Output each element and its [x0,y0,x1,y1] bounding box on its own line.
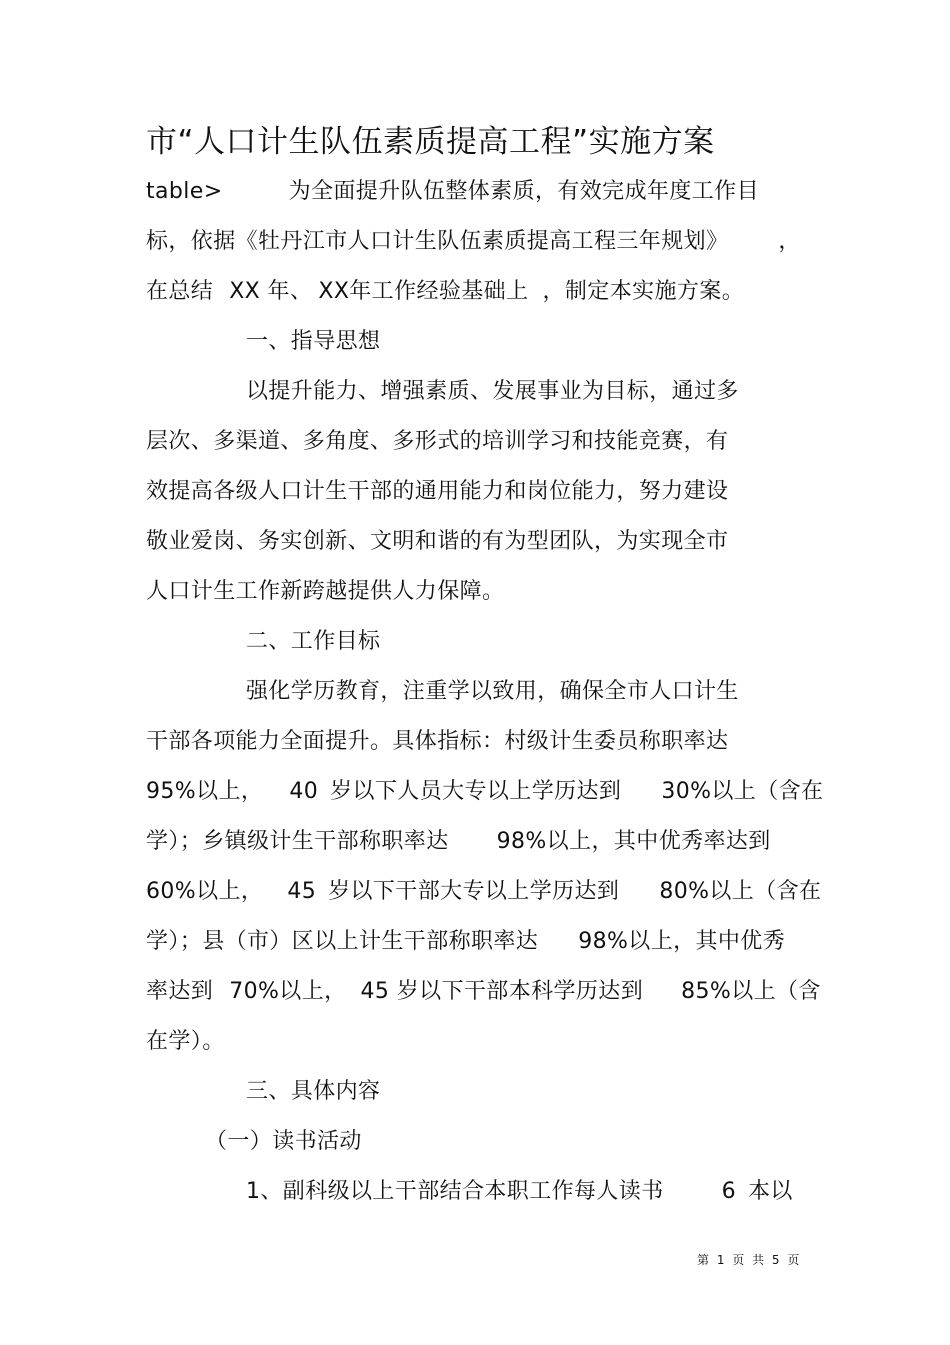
intro-table-tag: table> [146,179,223,204]
section-1-line: 层次、多渠道、多角度、多形式的培训学习和技能竞赛，有 [146,429,729,454]
text-run: 岁以下人员大专以上学历达到 [330,779,622,804]
text-run: 98%以上，其中优秀 [578,929,786,954]
text-run: 6 [721,1179,737,1204]
section-1-line: 敬业爱岗、务实创新、文明和谐的有为型团队，为实现全市 [146,529,729,554]
intro-text: 在总结 [146,279,214,304]
list-item [246,1176,793,1208]
section-2-line [146,776,823,808]
text-run: 95%以上， [146,779,264,804]
section-2-line [146,826,771,858]
text-run: 岁以下干部大专以上学历达到 [328,879,620,904]
text-run: 学）；县（市）区以上计生干部称职率达 [146,929,539,954]
text-run: 98%以上，其中优秀率达到 [496,829,771,854]
intro-comma: ， [778,229,801,254]
text-run: 本以 [748,1179,793,1204]
intro-text: ，制定本实施方案。 [542,279,745,304]
section-2-line: 在学）。 [146,1029,225,1054]
text-run: 85%以上（含 [681,979,821,1004]
intro-text: XX 年、 [229,279,313,304]
text-run: 率达到 [146,979,214,1004]
section-2-line: 干部各项能力全面提升。具体指标：村级计生委员称职率达 [146,729,729,754]
section-2-line [146,926,785,958]
text-run: 45 [287,879,317,904]
subsection-heading: （一）读书活动 [205,1129,362,1154]
section-2-line: 强化学历教育，注重学以致用，确保全市人口计生 [246,679,739,704]
intro-text: XX年工作经验基础上 [318,279,529,304]
section-3-heading: 三、具体内容 [246,1079,381,1104]
section-1-line: 以提升能力、增强素质、发展事业为目标，通过多 [246,379,739,404]
text-run: 40 [289,779,319,804]
section-2-line [146,976,821,1008]
intro-line-2 [146,226,801,258]
intro-line-3 [146,276,744,308]
section-2-heading: 二、工作目标 [246,629,381,654]
text-run: 70%以上， [229,979,347,1004]
section-1-line: 效提高各级人口计生干部的通用能力和岗位能力，努力建设 [146,479,729,504]
text-run: 80%以上（含在 [659,879,822,904]
intro-text: 为全面提升队伍整体素质，有效完成年度工作目 [288,179,759,204]
text-run: 60%以上， [146,879,264,904]
section-2-line [146,876,821,908]
text-run: 45 岁以下干部本科学历达到 [360,979,644,1004]
document-title: 市“人口计生队伍素质提高工程”实施方案 [146,124,715,160]
section-1-line: 人口计生工作新跨越提供人力保障。 [146,579,505,604]
text-run: 30%以上（含在 [661,779,824,804]
section-1-heading: 一、指导思想 [246,329,381,354]
intro-text: 标，依据《牡丹江市人口计生队伍素质提高工程三年规划》 [146,229,729,254]
page-number-footer: 第 1 页 共 5 页 [697,1253,802,1267]
intro-line-1 [146,176,759,208]
text-run: 1、副科级以上干部结合本职工作每人读书 [246,1179,664,1204]
text-run: 学）；乡镇级计生干部称职率达 [146,829,449,854]
